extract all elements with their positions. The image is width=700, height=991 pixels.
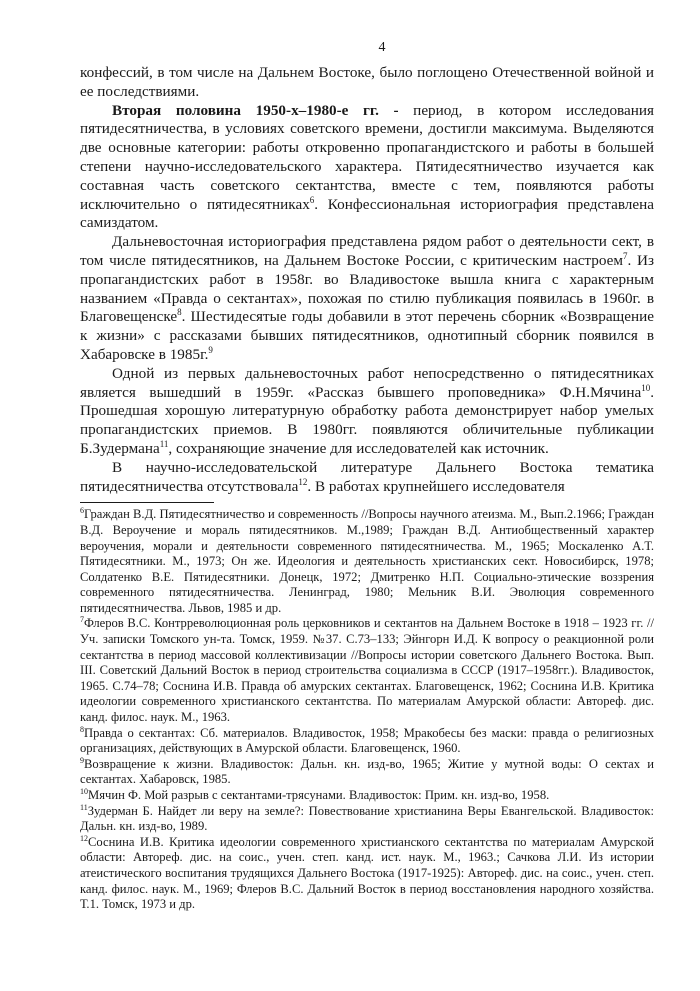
footnote-ref-8[interactable]: 8 <box>177 307 182 318</box>
footnote-number: 9 <box>80 755 84 765</box>
footnote-ref-7[interactable]: 7 <box>622 250 628 261</box>
footnotes <box>80 507 654 912</box>
footnote-divider <box>80 502 214 503</box>
footnote-number: 6 <box>80 506 84 516</box>
footnote-text: Возвращение к жизни. Владивосток: Дальн. кн. изд-во, 1965; Житие у мутной воды: О сектах и сектантах. Хабаровск, 1985. <box>80 756 654 787</box>
paragraph-first-works <box>80 365 654 459</box>
footnote-text: Флеров В.С. Контрреволюционная роль церковников и сектантов на Дальнем Востоке в 1918 – 1923 гг. //Уч. записки Томского ун-та. Томск, 1959. №37. С.73–133; Эйнгорн И.Д. К вопросу о реакционной роли сектантства в период массовой коллективизации //Вопросы истории советского Дальнего Востока. Вып. III. Советский Дальний Восток в период строительства социализма в СССР (1917–1958гг.). Владивосток, 1965. С.74–78; Соснина И.В. Правда об амурских сектантах. Благовещенск, 1962; Соснина И.В. Критика идеологии современного христианского сектантства. По материалам Амурской области: Автореф. дис. канд. филос. наук. М., 1963. <box>80 616 654 725</box>
paragraph-text: конфессий, в том числе на Дальнем Востоке, было поглощено Отечественной войной и ее последствиями. <box>80 64 654 100</box>
paragraph-text: период, в котором исследования пятидесятничества, в условиях советского времени, достигли максимума. Выделяются две основные категории: работы откровенно пропагандистского и работы в большей степени научно-исследовательского характера. Пятидесятничество изучается как составная часть советского сектантства, вместе с тем, появляются работы исключительно о пятидесятниках <box>80 101 654 213</box>
paragraph-continuation <box>80 64 654 102</box>
footnote-6 <box>80 507 654 616</box>
paragraph-text: . В работах крупнейшего исследователя <box>307 477 565 495</box>
period-heading: Вторая половина 1950-х–1980-е гг. - <box>112 101 399 119</box>
footnote-text: Правда о сектантах: Сб. материалов. Владивосток, 1958; Мракобесы без маски: правда о религиозных организациях, действующих в Амурской области. Благовещенск, 1960. <box>80 725 654 756</box>
paragraph-text: , сохраняющие значение для исследователей как источник. <box>168 439 549 457</box>
paragraph-text: . Прошедшая хорошую литературную обработку работа демонстрирует набор умелых пропагандистских приемов. В 1980гг. появляются обличительные публикации Б.Зудермана <box>80 383 654 457</box>
footnote-ref-6[interactable]: 6 <box>309 194 315 205</box>
footnote-number: 10 <box>80 786 88 796</box>
footnote-number: 8 <box>80 724 84 734</box>
footnote-12 <box>80 835 654 913</box>
footnote-8 <box>80 726 654 757</box>
paragraph-research-literature <box>80 459 654 497</box>
footnote-7 <box>80 616 654 725</box>
footnote-text: Мячин Ф. Мой разрыв с сектантами-трясунами. Владивосток: Прим. кн. изд-во, 1958. <box>88 788 550 803</box>
body-text <box>80 64 654 496</box>
footnote-number: 11 <box>80 802 88 812</box>
footnote-ref-10[interactable]: 10 <box>641 382 651 393</box>
paragraph-text: Одной из первых дальневосточных работ непосредственно о пятидесятниках является вышедший в 1959г. «Рассказ бывшего проповедника» Ф.Н.Мячина <box>80 364 654 401</box>
paragraph-far-east-historiography <box>80 233 654 365</box>
footnote-text: Зудерман Б. Найдет ли веру на земле?: Повествование христианина Веры Евангельской. Владивосток: Дальн. кн. изд-во, 1989. <box>80 803 654 834</box>
footnote-11 <box>80 804 654 835</box>
paragraph-text: . Из пропагандистских работ в 1958г. во Владивостоке вышла книга с характерным названием «Правда о сектантах», похожая по стилю публикация появилась в 1960г. в Благовещенске <box>80 251 654 326</box>
paragraph-text: Дальневосточная историография представлена рядом работ о деятельности сект, в том числе пятидесятников, на Дальнем Востоке России, с критическим настроем <box>80 233 654 269</box>
paragraph-second-half-period <box>80 102 654 234</box>
footnote-text: Соснина И.В. Критика идеологии современного христианского сектантства по материалам Амурской области: Автореф. дис. на соис., учен. степ. канд. ист. наук. М., 1963.; Сачкова Л.И. Из истории атеистического воспитания трудящихся Дальнего Востока (1917-1925): Автореф. дис. на соис., учен. степ. канд. филос. наук. М., 1969; Флеров В.С. Дальний Восток в период восстановления народного хозяйства. Т.1. Томск, 1973 и др. <box>80 834 654 912</box>
footnote-ref-11[interactable]: 11 <box>159 438 169 449</box>
footnote-10 <box>80 788 654 804</box>
footnote-number: 12 <box>80 833 88 843</box>
paragraph-text: В научно-исследовательской литературе Дальнего Востока тематика пятидесятничества отсутствовала <box>80 458 654 495</box>
footnote-text: Граждан В.Д. Пятидесятничество и современность //Вопросы научного атеизма. М., Вып.2.1966; Граждан В.Д. Вероучение и мораль пятидесятников. М.,1989; Граждан В.Д. Антиобщественный характер вероучения, морали и деятельности современного пятидесятничества. М., 1965; Москаленко А.Т. Пятидесятники. М., 1973; Он же. Идеология и деятельность христианских сект. Новосибирск, 1978; Солдатенко В.Е. Пятидесятники. Донецк, 1972; Дмитренко Н.П. Социально-этические воззрения современного пятидесятничества. Ленинград, 1980; Мельник В.И. Эволюция современного пятидесятничества. Львов, 1985 и др. <box>80 507 654 615</box>
footnote-ref-12[interactable]: 12 <box>298 476 308 487</box>
paragraph-text: . Шестидесятые годы добавили в этот перечень сборник «Возвращение к жизни» с рассказами бывших пятидесятников, однотипный сборник появился в Хабаровске в 1985г. <box>80 308 654 363</box>
page-number: 4 <box>378 40 386 55</box>
paragraph-text: . Конфессиональная историография представлена самиздатом. <box>80 195 654 232</box>
footnote-number: 7 <box>80 615 84 625</box>
footnote-ref-9[interactable]: 9 <box>208 344 213 355</box>
footnote-9 <box>80 757 654 788</box>
